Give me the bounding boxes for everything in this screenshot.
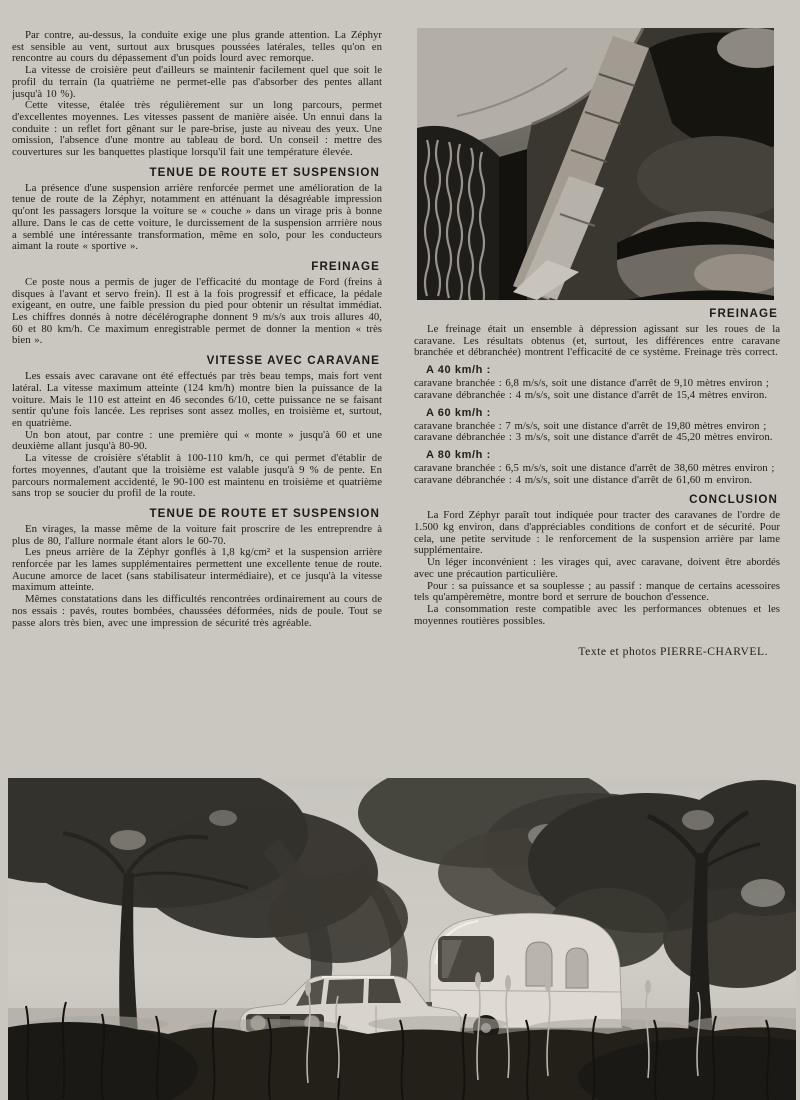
paragraph: Les essais avec caravane ont été effectués par très beau temps, mais fort vent latéral. La vitesse maximum atteinte (124 km/h) montre bien la puissance de la voiture. Mais le 110 est atteint en 46 secondes 6/10, cette puissance ne se faisant sentir qu'une fois lancée. Les reprises sont assez molles, en troisième et, surtout, en quatrième.	[12, 370, 382, 429]
speed-subheading: A 40 km/h :	[426, 364, 491, 377]
speed-subheading: A 80 km/h :	[426, 448, 491, 461]
paragraph: En virages, la masse même de la voiture fait proscrire de les entreprendre à plus de 80, l'allure normale étant alors le 60-70.	[12, 522, 382, 547]
measurement-line: caravane débranchée : 4 m/s/s, soit une distance d'arrêt de 15,4 mètres environ.	[414, 388, 768, 401]
paragraph: La vitesse de croisière s'établit à 100-110 km/h, ce qui permet d'établir de fortes moyennes, d'autant que la troisième est valable jusqu'à 9 % de pente. En parcours normalement accidenté, le 90-100 est maintenu en troisième et quatrième sans trop se soucier du profil de la route.	[12, 452, 382, 500]
section-heading: CONCLUSION	[689, 493, 778, 507]
paragraph: Par contre, au-dessus, la conduite exige une plus grande attention. La Zéphyr est sensible au vent, surtout aux brusques poussées latérales, telles qu'on en rencontre au cours du dépassement d'un poids lourd avec remorque.	[12, 30, 382, 65]
measurement-line: caravane débranchée : 4 m/s/s, soit une distance d'arrêt de 61,60 m environ.	[414, 473, 753, 486]
measurement-line: caravane branchée : 6,8 m/s/s, soit une distance d'arrêt de 9,10 mètres environ ;	[414, 377, 769, 390]
section-heading: TENUE DE ROUTE ET SUSPENSION	[149, 165, 380, 179]
paragraph: Les pneus arrière de la Zéphyr gonflés à 1,8 kg/cm² et la suspension arrière renforcée par les lames supplémentaires permettent une excellente tenue de route. Aucune amorce de lacet (sans stabilisateur intermédiaire), et ce jusqu'à la vitesse maximum atteinte.	[12, 546, 382, 594]
paragraph: La consommation reste compatible avec les performances obtenues et les moyennes routières possibles.	[414, 602, 780, 627]
section-heading: FREINAGE	[709, 307, 778, 320]
car-caravan-photo	[8, 778, 796, 1100]
paragraph: Le freinage était un ensemble à dépression agissant sur les roues de la caravane. Les résultats obtenus (et, surtout, les différences entre caravane branchée et débranchée) montrent l'efficacité de ce système. Freinage très correct.	[414, 323, 780, 359]
right-column	[414, 300, 780, 778]
measurement-line: caravane branchée : 6,5 m/s/s, soit une distance d'arrêt de 38,60 mètres environ ;	[414, 461, 775, 474]
underside-photo-art	[417, 28, 774, 300]
byline: Texte et photos PIERRE-CHARVEL.	[578, 645, 768, 659]
left-column	[12, 30, 382, 778]
paragraph: La vitesse de croisière peut d'ailleurs se maintenir facilement quel que soit le profil du terrain (la quatrième ne permet-elle pas d'absorber des pentes allant jusqu'à 10 %).	[12, 64, 382, 100]
paragraph: La Ford Zéphyr paraît tout indiquée pour tracter des caravanes de l'ordre de 1.500 kg environ, dans d'appréciables conditions de confort et de sécurité. Pour cela, une petite servitude : le renforcement de la suspension arrière par lame supplémentaire.	[414, 509, 780, 557]
paragraph: Mêmes constatations dans les difficultés rencontrées ordinairement au cours de nos essais : pavés, routes bombées, chaussées déformées, nids de poule. Tout se passe alors très bien, avec une impression de sécurité très agréable.	[12, 593, 382, 629]
paragraph: Cette vitesse, étalée très régulièrement sur un long parcours, permet d'excellentes moyennes. Les vitesses passent de manière aisée. Un ennui dans la conduite : un reflet fort gênant sur le pare-brise, juste au niveau des yeux. Une omission, l'absence d'une montre au tableau de bord. Un conseil : mettre des couvertures sur les banquettes plastique lorsqu'il fait une température élevée.	[12, 99, 382, 159]
paragraph: Un bon atout, par contre : une première qui « monte » jusqu'à 60 et une deuxième allant jusqu'à 80-90.	[12, 428, 382, 453]
car-caravan-photo-art	[8, 778, 796, 1100]
section-heading: FREINAGE	[311, 259, 380, 273]
measurement-line: caravane branchée : 7 m/s/s, soit une distance d'arrêt de 19,80 mètres environ ;	[414, 419, 767, 432]
measurement-line: caravane débranchée : 3 m/s/s, soit une distance d'arrêt de 45,20 mètres environ.	[414, 431, 773, 444]
paragraph: La présence d'une suspension arrière renforcée permet une amélioration de la tenue de route de la Zéphyr, notamment en atténuant la désagréable impression qu'ont les passagers lorsque la voiture se « couche » dans un virage pris à bonne allure. Dans le cas de cette voiture, le durcissement de la suspension arrrière nous a semblé une intéressante transformation, même en solo, pour les conducteurs aimant la route « sportive ».	[12, 181, 382, 253]
speed-subheading: A 60 km/h :	[426, 406, 491, 419]
section-heading: TENUE DE ROUTE ET SUSPENSION	[149, 506, 380, 520]
paragraph: Un léger inconvénient : les virages qui, avec caravane, doivent être abordés avec une précaution particulière.	[414, 556, 780, 580]
underside-photo	[417, 28, 774, 300]
section-heading: VITESSE AVEC CARAVANE	[206, 354, 380, 368]
tire	[417, 126, 527, 300]
paragraph: Ce poste nous a permis de juger de l'efficacité du montage de Ford (freins à disques à l'avant et servo frein). Il est à la fois progressif et efficace, la pédale exigeant, en outre, une faible pression du pied pour obtenir un résultat immédiat. Les chiffres donnés à notre décélérographe donnent 9 m/s/s aux trois allures 40, 60 et 80 km/h. Ce maximum enregistrable permet de donner la mention « très bien ».	[12, 275, 382, 347]
paragraph: Pour : sa puissance et sa souplesse ; au passif : manque de certains acessoires tels qu'ampèremètre, montre bord et serrure de bouchon d'essence.	[414, 579, 780, 604]
